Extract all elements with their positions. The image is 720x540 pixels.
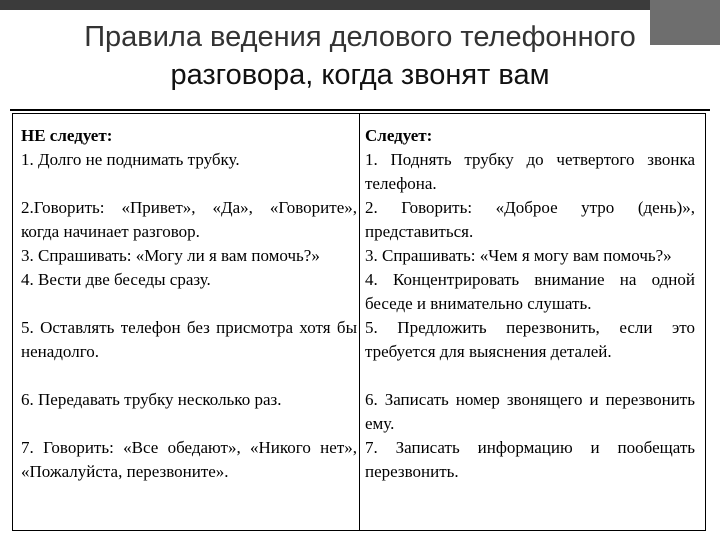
slide-title — [0, 18, 720, 94]
title-line-2: разговора, когда звонят вам — [170, 59, 550, 91]
do-item-3: 3. Спрашивать: «Чем я могу вам помочь?» — [365, 246, 672, 265]
do-not-item-7: 7. Говорить: «Все обедают», «Никого нет», «Пожалуйста, перезвоните». — [21, 438, 357, 481]
do-not-item-1: 1. Долго не поднимать трубку. — [21, 150, 240, 169]
do-not-item-5: 5. Оставлять телефон без присмотра хотя бы ненадолго. — [21, 318, 357, 361]
title-rule — [10, 109, 710, 111]
do-item-5: 5. Предложить перезвонить, если это требуется для выяснения деталей. — [365, 318, 695, 361]
title-line-1: Правила ведения делового телефонного — [84, 21, 636, 53]
do-not-header: НЕ следует: — [21, 126, 113, 145]
do-item-7: 7. Записать информацию и пообещать перезвонить. — [365, 438, 695, 481]
do-not-item-4: 4. Вести две беседы сразу. — [21, 270, 211, 289]
rules-table — [12, 113, 706, 531]
do-item-6: 6. Записать номер звонящего и перезвонить ему. — [365, 390, 695, 433]
do-header: Следует: — [365, 126, 433, 145]
do-item-1: 1. Поднять трубку до четвертого звонка телефона. — [365, 150, 695, 193]
column-divider — [359, 114, 360, 530]
do-item-4: 4. Концентрировать внимание на одной беседе и внимательно слушать. — [365, 270, 695, 313]
do-item-2: 2. Говорить: «Доброе утро (день)», представиться. — [365, 198, 695, 241]
do-not-item-3: 3. Спрашивать: «Могу ли я вам помочь?» — [21, 246, 320, 265]
slide-top-bar — [0, 0, 720, 10]
do-not-item-6: 6. Передавать трубку несколько раз. — [21, 390, 282, 409]
do-not-item-2: 2.Говорить: «Привет», «Да», «Говорите», когда начинает разговор. — [21, 198, 357, 241]
column-do-not — [21, 124, 357, 484]
column-do — [365, 124, 695, 484]
